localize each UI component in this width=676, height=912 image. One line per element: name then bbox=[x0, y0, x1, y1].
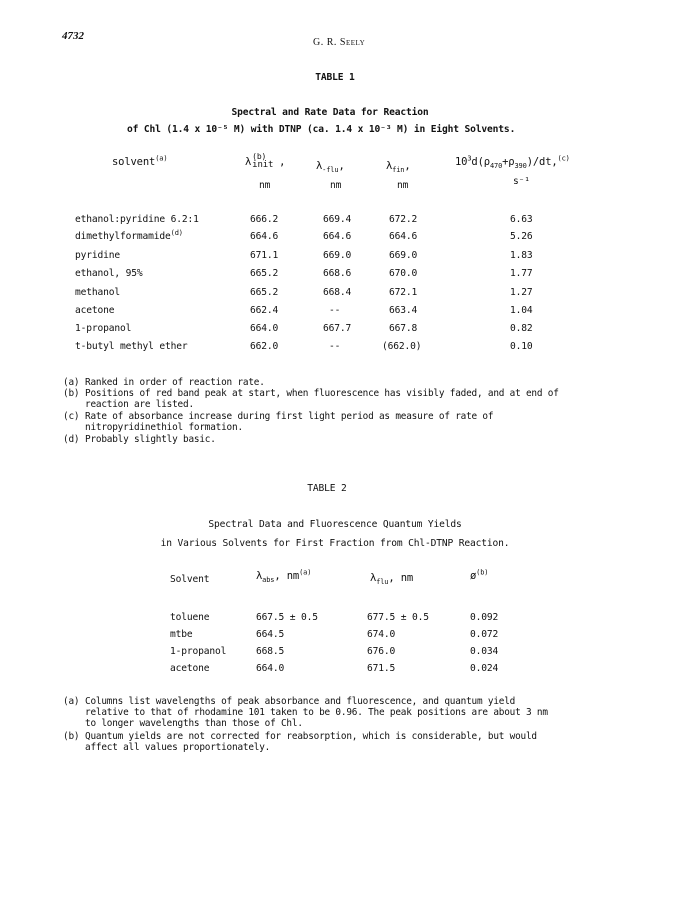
table2-cell-solvent: toluene bbox=[170, 612, 210, 623]
table1-header-init-unit: nm bbox=[259, 180, 271, 191]
table1-cell-flu: 664.6 bbox=[323, 231, 352, 242]
footnote-label: (d) bbox=[63, 434, 80, 445]
table1-cell-rate: 1.83 bbox=[510, 250, 533, 261]
footnote-label: (b) bbox=[63, 731, 80, 742]
footnote-text: nitropyridinethiol formation. bbox=[85, 422, 243, 433]
table2-label: TABLE 2 bbox=[307, 483, 347, 494]
table1-header-lambda-fin: $\lambda_{fin}$, bbox=[386, 160, 411, 175]
table1-cell-solvent-note: (d) bbox=[170, 228, 183, 237]
table2-cell-solvent: 1-propanol bbox=[170, 646, 227, 657]
table2-cell-abs: 667.5 ± 0.5 bbox=[256, 612, 318, 623]
table2-cell-flu: 671.5 bbox=[367, 663, 396, 674]
table1-cell-fin: 672.2 bbox=[389, 214, 418, 225]
footnote-label: (a) bbox=[63, 696, 80, 707]
table2-cell-yield: 0.092 bbox=[470, 612, 499, 623]
table1-cell-flu: -- bbox=[329, 305, 341, 316]
page-number: 4732 bbox=[62, 30, 84, 42]
table1-cell-fin: 669.0 bbox=[389, 250, 418, 261]
footnote bbox=[63, 388, 559, 410]
footnote bbox=[63, 696, 548, 729]
table2-header-lambda-flu: $\lambda_{flu}$, nm bbox=[370, 572, 414, 587]
table1-cell-rate: 5.26 bbox=[510, 231, 533, 242]
table1-cell-init: 664.6 bbox=[250, 231, 279, 242]
table1-header-rate: $10^3d(\rho_{470}+\rho_{390})/dt,^{(c)}$ bbox=[455, 154, 570, 171]
table1-cell-solvent: ethanol:pyridine 6.2:1 bbox=[75, 214, 199, 225]
table1-caption-line1: Spectral and Rate Data for Reaction bbox=[231, 107, 429, 118]
table1-cell-flu: 668.4 bbox=[323, 287, 352, 298]
table2-header-solvent: Solvent bbox=[170, 574, 210, 585]
footnote-text: Rate of absorbance increase during first light period as measure of rate of bbox=[85, 411, 494, 422]
table2-cell-abs: 664.0 bbox=[256, 663, 285, 674]
table1-cell-rate: 6.63 bbox=[510, 214, 533, 225]
table2-cell-solvent: acetone bbox=[170, 663, 210, 674]
footnote-text: Columns list wavelengths of peak absorbance and fluorescence, and quantum yield bbox=[85, 696, 516, 707]
table1-cell-fin: (662.0) bbox=[382, 341, 422, 352]
table1-cell-solvent: acetone bbox=[75, 305, 115, 316]
table2-header-abs-unit: , nm bbox=[274, 570, 300, 582]
table1-cell-solvent: methanol bbox=[75, 287, 121, 298]
table1-cell-fin: 672.1 bbox=[389, 287, 418, 298]
footnote-text: to longer wavelengths than those of Chl. bbox=[85, 718, 303, 729]
table2-cell-flu: 674.0 bbox=[367, 629, 396, 640]
table2-header-lambda-abs: $\lambda_{abs}$, $nm^{(a)}$ bbox=[256, 568, 312, 585]
footnote-text: relative to that of rhodamine 101 taken to be 0.96. The peak positions are about 3 nm bbox=[85, 707, 548, 718]
table1-cell-init: 664.0 bbox=[250, 323, 279, 334]
footnote bbox=[63, 411, 493, 433]
table2-cell-abs: 664.5 bbox=[256, 629, 285, 640]
table1-cell-flu: 669.4 bbox=[323, 214, 352, 225]
table1-cell-rate: 0.82 bbox=[510, 323, 533, 334]
table1-cell-fin: 663.4 bbox=[389, 305, 418, 316]
table2-header-yield-note: (b) bbox=[476, 568, 489, 577]
table1-cell-init: 671.1 bbox=[250, 250, 279, 261]
table1-cell-solvent bbox=[75, 228, 183, 242]
table2-caption-line2: in Various Solvents for First Fraction from Chl-DTNP Reaction. bbox=[160, 538, 510, 549]
table1-caption-line2: of Chl (1.4 x 10⁻⁵ M) with DTNP (ca. 1.4 x 10⁻³ M) in Eight Solvents. bbox=[127, 124, 516, 135]
table1-cell-rate: 1.04 bbox=[510, 305, 533, 316]
table1-header-init-note: (b) bbox=[252, 152, 267, 161]
table1-cell-rate: 1.27 bbox=[510, 287, 533, 298]
table2-cell-yield: 0.072 bbox=[470, 629, 499, 640]
table2-cell-flu: 677.5 ± 0.5 bbox=[367, 612, 429, 623]
table1-cell-solvent: 1-propanol bbox=[75, 323, 132, 334]
table1-header-fin-unit: nm bbox=[397, 180, 409, 191]
table2-cell-flu: 676.0 bbox=[367, 646, 396, 657]
table1-cell-flu: 669.0 bbox=[323, 250, 352, 261]
table1-header-solvent-label: solvent bbox=[112, 156, 156, 168]
footnote-text: Probably slightly basic. bbox=[85, 434, 216, 445]
table1-label: TABLE 1 bbox=[315, 72, 355, 83]
table1-header-lambda-init: λ (b) init , bbox=[245, 152, 286, 170]
table1-header-solvent-note: (a) bbox=[155, 154, 168, 163]
table1-cell-flu: 667.7 bbox=[323, 323, 352, 334]
footnote-text: Ranked in order of reaction rate. bbox=[85, 377, 265, 388]
table1-cell-fin: 667.8 bbox=[389, 323, 418, 334]
footnote bbox=[63, 731, 537, 753]
table2-header-yield bbox=[470, 570, 488, 582]
footnote-text: Quantum yields are not corrected for reabsorption, which is considerable, but would bbox=[85, 731, 537, 742]
table2-header-abs-note: (a) bbox=[299, 568, 312, 577]
table2-header-yield-symbol: ø bbox=[470, 570, 477, 582]
table1-cell-rate: 0.10 bbox=[510, 341, 533, 352]
footnote-label: (c) bbox=[63, 411, 80, 422]
table1-cell-solvent: t-butyl methyl ether bbox=[75, 341, 188, 352]
footnote-text: affect all values proportionately. bbox=[85, 742, 271, 753]
footnote-label: (b) bbox=[63, 388, 80, 399]
table2-header-flu-unit: , nm bbox=[388, 572, 414, 584]
footnote-text: Positions of red band peak at start, when fluorescence has visibly faded, and at end of bbox=[85, 388, 559, 399]
table1-cell-init: 665.2 bbox=[250, 268, 279, 279]
table1-cell-init: 662.4 bbox=[250, 305, 279, 316]
table1-cell-solvent-name: dimethylformamide bbox=[75, 231, 171, 242]
table1-cell-init: 662.0 bbox=[250, 341, 279, 352]
table1-cell-init: 665.2 bbox=[250, 287, 279, 298]
table1-cell-flu: 668.6 bbox=[323, 268, 352, 279]
table2-cell-abs: 668.5 bbox=[256, 646, 285, 657]
table2-cell-yield: 0.024 bbox=[470, 663, 499, 674]
table2-cell-yield: 0.034 bbox=[470, 646, 499, 657]
table1-cell-solvent: ethanol, 95% bbox=[75, 268, 143, 279]
table1-cell-fin: 670.0 bbox=[389, 268, 418, 279]
footnote-text: reaction are listed. bbox=[85, 399, 194, 410]
table1-cell-rate: 1.77 bbox=[510, 268, 533, 279]
table1-header-rate-note: (c) bbox=[557, 154, 570, 163]
table1-cell-fin: 664.6 bbox=[389, 231, 418, 242]
table1-header-solvent bbox=[112, 156, 167, 168]
table1-cell-init: 666.2 bbox=[250, 214, 279, 225]
table1-header-flu-unit: nm bbox=[330, 180, 342, 191]
table1-cell-flu: -- bbox=[329, 341, 341, 352]
table2-caption-line1: Spectral Data and Fluorescence Quantum Yields bbox=[208, 519, 462, 530]
table1-cell-solvent: pyridine bbox=[75, 250, 121, 261]
footnote bbox=[63, 377, 265, 388]
running-head-author: G. R. Seely bbox=[313, 37, 366, 48]
table1-header-rate-unit: s⁻¹ bbox=[513, 176, 530, 187]
footnote bbox=[63, 434, 216, 445]
footnote-label: (a) bbox=[63, 377, 80, 388]
table1-header-lambda-flu: $\lambda_{-flu}$, bbox=[316, 160, 345, 175]
table2-cell-solvent: mtbe bbox=[170, 629, 193, 640]
